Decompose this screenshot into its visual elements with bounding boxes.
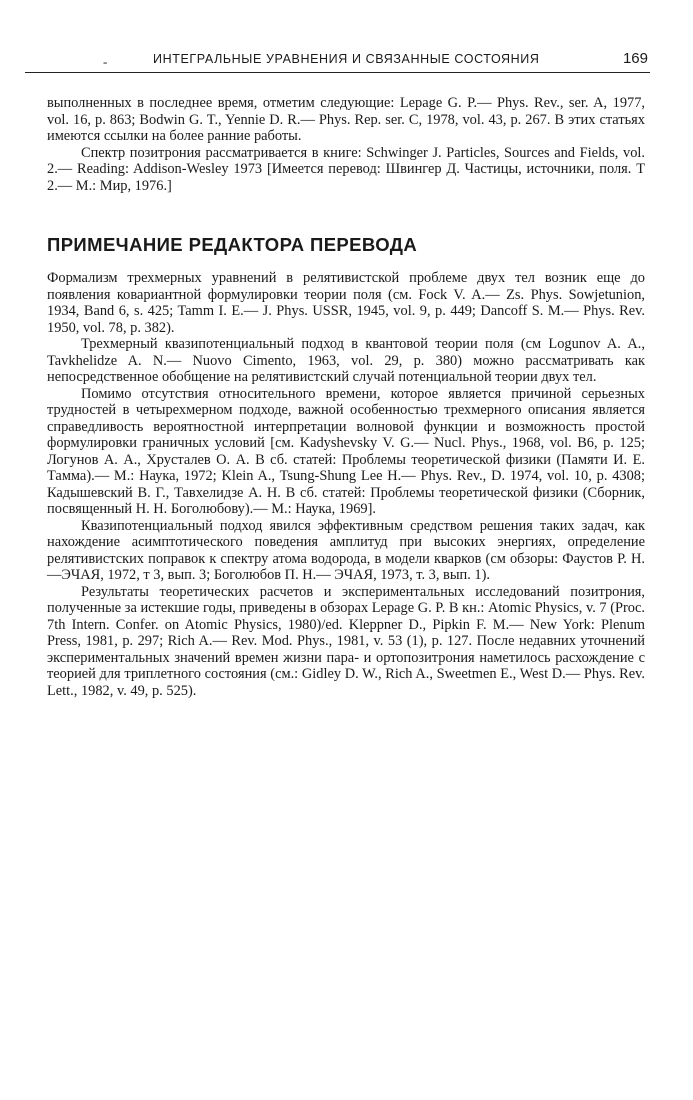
intro-paragraph-2: Спектр позитрония рассматривается в книге: Schwinger J. Particles, Sources and Fields, vol. 2.— Reading: Addison-Wesley 1973 [Имеется перевод: Швингер Д. Частицы, источники, поля. Т 2.— М.: Мир, 1976.] (47, 144, 645, 194)
section-heading: ПРИМЕЧАНИЕ РЕДАКТОРА ПЕРЕВОДА (47, 234, 418, 255)
body-paragraph-1: Формализм трехмерных уравнений в релятивистской проблеме двух тел возник еще до появления ковариантной формулировки теории поля (см. Fock V. A.— Zs. Phys. Sowjetunion, 1934, Band 6, s. 425; Tamm I. E.— J. Phys. USSR, 1945, vol. 9, p. 449; Dancoff S. M.— Phys. Rev. 1950, vol. 78, p. 382). (47, 270, 645, 336)
intro-block (47, 95, 645, 194)
body-paragraph-3: Помимо отсутствия относительного времени, которое является причиной серьезных трудностей в четырехмерном подходе, важной особенностью трехмерного описания является справедливость вероятностной интерпретации волновой функции и возможность простой формулировки граничных условий [см. Kadyshevsky V. G.— Nucl. Phys., 1968, vol. B6, p. 125; Логунов А. А., Хрусталев О. А. В сб. статей: Проблемы теоретической физики (Памяти И. Е. Тамма).— М.: Наука, 1972; Klein A., Tsung-Shung Lee H.— Phys. Rev., D. 1974, vol. 10, p. 4308; Кадышевский В. Г., Тавхелидзе А. Н. В сб. статей: Проблемы теоретической физики (Сборник, посвященный Н. Н. Боголюбову).— М.: Наука, 1969]. (47, 385, 645, 517)
body-paragraph-2: Трехмерный квазипотенциальный подход в квантовой теории поля (см Logunov A. A., Tavkhelidze A. N.— Nuovo Cimento, 1963, vol. 29, p. 380) можно рассматривать как непосредственное обобщение на релятивистский случай потенциальной теории двух тел. (47, 336, 645, 385)
running-title: ИНТЕГРАЛЬНЫЕ УРАВНЕНИЯ И СВЯЗАННЫЕ СОСТОЯНИЯ (153, 52, 540, 66)
body-paragraph-4: Квазипотенциальный подход явился эффективным средством решения таких задач, как нахождение асимптотического поведения амплитуд при высоких энергиях, определение релятивистских поправок к спектру атома водорода, в модели кварков (см обзоры: Фаустов Р. Н.—ЭЧАЯ, 1972, т 3, вып. 3; Боголюбов П. Н.— ЭЧАЯ, 1973, т. 3, вып. 1). (47, 517, 645, 583)
intro-paragraph-1: выполненных в последнее время, отметим следующие: Lepage G. P.— Phys. Rev., ser. A, 1977, vol. 16, p. 863; Bodwin G. T., Yennie D. R.— Phys. Rep. ser. C, 1978, vol. 43, p. 267. В этих статьях имеются ссылки на более ранние работы. (47, 95, 645, 144)
running-header (25, 46, 650, 73)
body-paragraph-5: Результаты теоретических расчетов и экспериментальных исследований позитрония, полученные за истекшие годы, приведены в обзорах Lepage G. P. В кн.: Atomic Physics, v. 7 (Proc. 7th Intern. Confer. on Atomic Physics, 1980)/ed. Kleppner D., Pipkin F. M.— New York: Plenum Press, 1981, p. 297; Rich A.— Rev. Mod. Phys., 1981, v. 53 (1), p. 127. После недавних уточнений экспериментальных значений времен жизни пара- и ортопозитрония наметилось расхождение с теорией для триплетного состояния (см.: Gidley D. W., Rich A., Sweetmen E., West D.— Phys. Rev. Lett., 1982, v. 49, p. 525). (47, 583, 645, 699)
header-dash: - (103, 54, 108, 69)
section-body (47, 270, 645, 699)
page-number: 169 (622, 50, 648, 67)
